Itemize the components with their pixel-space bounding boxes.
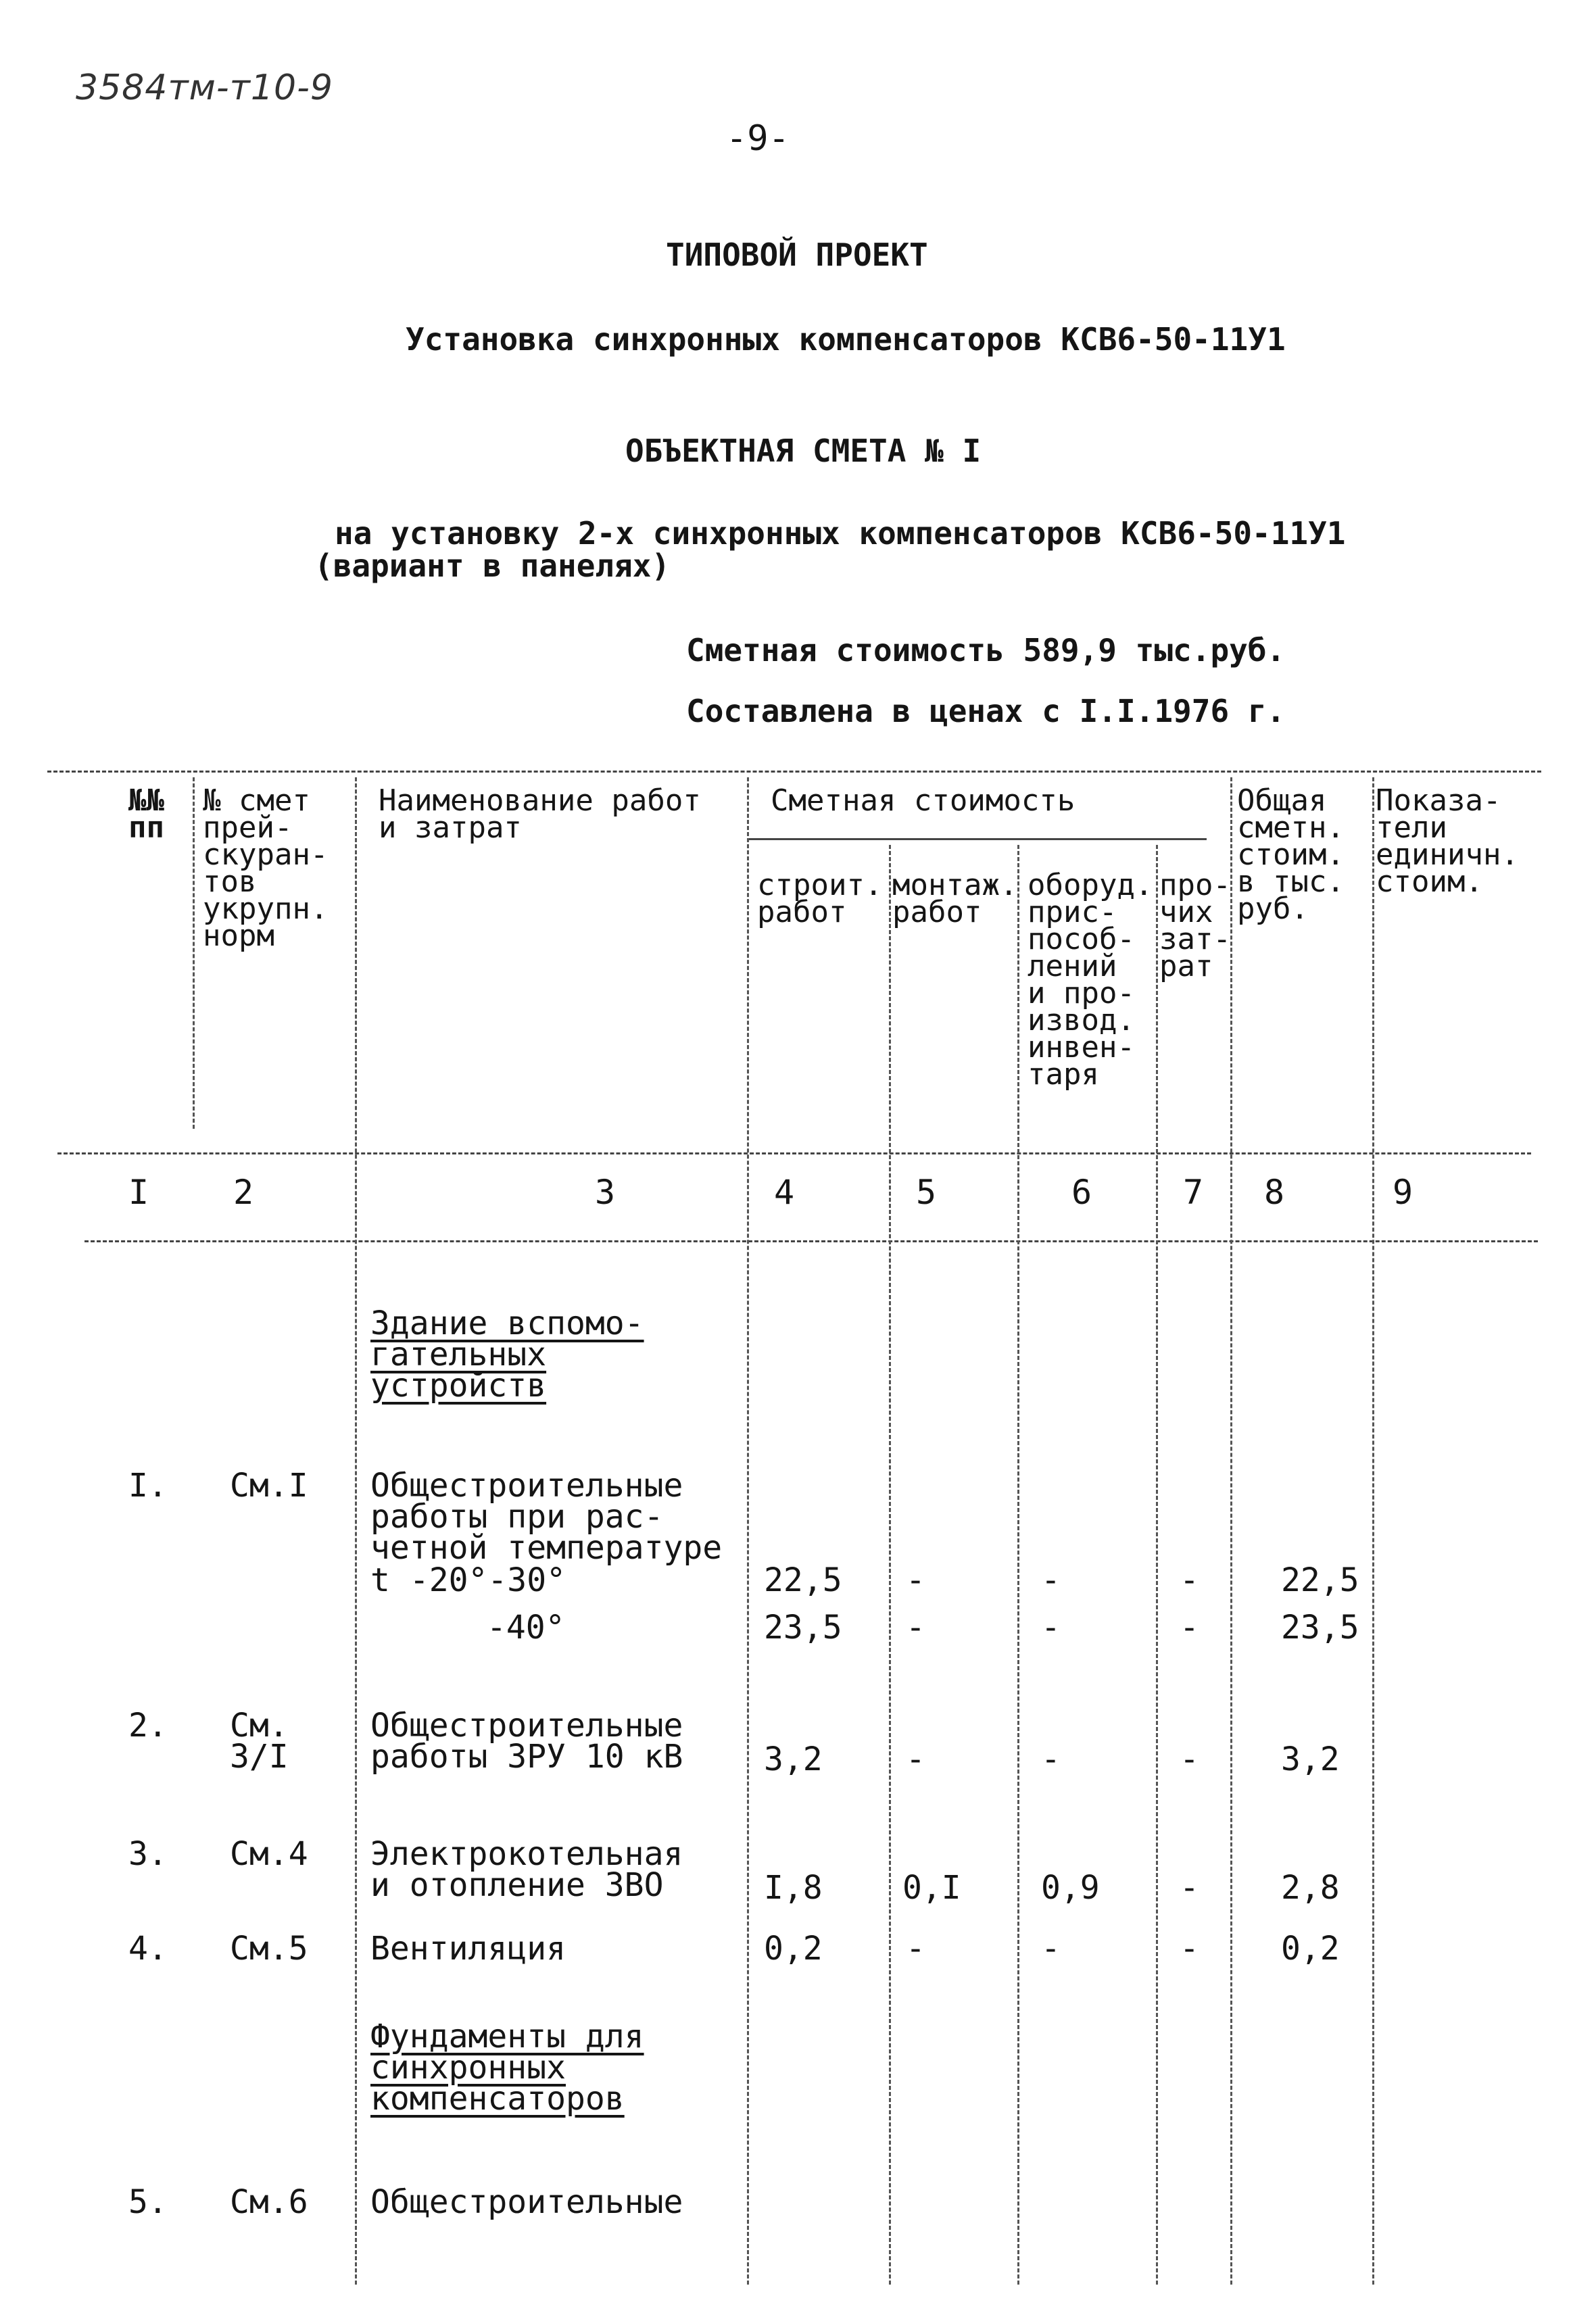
project-label: ТИПОВОЙ ПРОЕКТ <box>666 237 928 273</box>
column-divider <box>193 777 195 1129</box>
construction-cost: 22,5 <box>764 1561 842 1599</box>
project-title: Установка синхронных компенсаторов КСВ6-50-11У1 <box>406 321 1286 358</box>
header-estimated-cost-group: Сметная стоимость <box>771 783 1075 818</box>
estimate-ref: См.I <box>230 1467 308 1505</box>
column-number: 4 <box>774 1173 795 1212</box>
estimate-ref: См.4 <box>230 1835 308 1873</box>
header-equipment: оборуд. прис- пособ- лений и про- извод. инвен- таря <box>1027 868 1153 1092</box>
construction-cost: 0,2 <box>764 1930 823 1968</box>
header-other-costs: про- чих зат- рат <box>1159 868 1231 983</box>
installation-cost: - <box>906 1609 925 1647</box>
total-cost: 2,8 <box>1281 1869 1340 1907</box>
subtitle-line-2: (вариант в панелях) <box>314 547 671 584</box>
sub-label: -40° <box>487 1609 565 1647</box>
header-work-name: Наименование работ и затрат <box>379 783 701 845</box>
equipment-cost: 0,9 <box>1041 1869 1100 1907</box>
equipment-cost: - <box>1041 1740 1061 1778</box>
column-divider <box>1372 777 1374 2285</box>
work-name: Электрокотельная и отопление ЗВО <box>370 1835 683 1904</box>
header-installation: монтаж. работ <box>892 868 1018 929</box>
other-cost: - <box>1180 1930 1199 1968</box>
estimate-title: ОБЪЕКТНАЯ СМЕТА № I <box>625 433 982 469</box>
other-cost: - <box>1180 1869 1199 1907</box>
construction-cost: 3,2 <box>764 1740 823 1778</box>
column-numbers-rule <box>84 1240 1538 1242</box>
equipment-cost: - <box>1041 1561 1061 1599</box>
header-unit-cost: Показа- тели единичн. стоим. <box>1376 783 1519 899</box>
column-divider <box>1156 845 1158 2285</box>
column-number: 3 <box>595 1173 616 1212</box>
column-number: 7 <box>1183 1173 1204 1212</box>
sub-label: t -20°-30° <box>370 1561 566 1599</box>
work-name: Общестроительные <box>370 2183 683 2221</box>
column-number: I <box>128 1173 149 1212</box>
total-cost: 3,2 <box>1281 1740 1340 1778</box>
column-number: 5 <box>916 1173 937 1212</box>
row-number: 3. <box>128 1835 168 1873</box>
construction-cost: I,8 <box>764 1869 823 1907</box>
row-number: 4. <box>128 1930 168 1968</box>
installation-cost: - <box>906 1740 925 1778</box>
column-number: 9 <box>1393 1173 1413 1212</box>
total-cost: 22,5 <box>1281 1561 1359 1599</box>
price-basis: Составлена в ценах с I.I.1976 г. <box>686 693 1286 729</box>
equipment-cost: - <box>1041 1930 1061 1968</box>
estimated-cost: Сметная стоимость 589,9 тыс.руб. <box>686 632 1286 668</box>
work-name: Общестроительные работы при рас- четной температуре <box>370 1467 723 1567</box>
total-cost: 23,5 <box>1281 1609 1359 1647</box>
header-construction: строит. работ <box>757 868 883 929</box>
column-number: 2 <box>233 1173 254 1212</box>
installation-cost: - <box>906 1561 925 1599</box>
estimate-ref: См.5 <box>230 1930 308 1968</box>
header-estimate-ref: № смет прей- скуран- тов укрупн. норм <box>203 783 329 953</box>
column-divider <box>1230 777 1232 2285</box>
section-heading: Здание вспомо- гательных устройств <box>370 1305 644 1405</box>
row-number: 2. <box>128 1707 168 1745</box>
installation-cost: - <box>906 1930 925 1968</box>
header-bottom-rule <box>57 1152 1531 1154</box>
other-cost: - <box>1180 1740 1199 1778</box>
row-number: 5. <box>128 2183 168 2221</box>
other-cost: - <box>1180 1609 1199 1647</box>
work-name: Общестроительные работы ЗРУ 10 кВ <box>370 1707 683 1776</box>
construction-cost: 23,5 <box>764 1609 842 1647</box>
group-header-rule <box>747 838 1207 840</box>
header-total-cost: Общая сметн. стоим. в тыс. руб. <box>1237 783 1345 926</box>
column-divider <box>747 777 749 2285</box>
column-divider <box>1017 845 1019 2285</box>
header-row-number: №№ пп <box>128 783 164 845</box>
estimate-ref: См. 3/I <box>230 1707 289 1776</box>
section-heading: Фундаменты для синхронных компенсаторов <box>370 2018 644 2118</box>
table-top-rule <box>47 771 1541 773</box>
installation-cost: 0,I <box>902 1869 961 1907</box>
total-cost: 0,2 <box>1281 1930 1340 1968</box>
document-code: 3584тм-т10-9 <box>76 68 333 108</box>
equipment-cost: - <box>1041 1609 1061 1647</box>
subtitle-line-1: на установку 2-х синхронных компенсаторов КСВ6-50-11У1 <box>335 515 1346 552</box>
other-cost: - <box>1180 1561 1199 1599</box>
column-number: 6 <box>1071 1173 1092 1212</box>
row-number: I. <box>128 1467 168 1505</box>
column-divider <box>355 777 357 2285</box>
estimate-ref: См.6 <box>230 2183 308 2221</box>
work-name: Вентиляция <box>370 1930 566 1968</box>
page-number: -9- <box>726 118 790 159</box>
column-number: 8 <box>1264 1173 1285 1212</box>
column-divider <box>889 845 891 2285</box>
